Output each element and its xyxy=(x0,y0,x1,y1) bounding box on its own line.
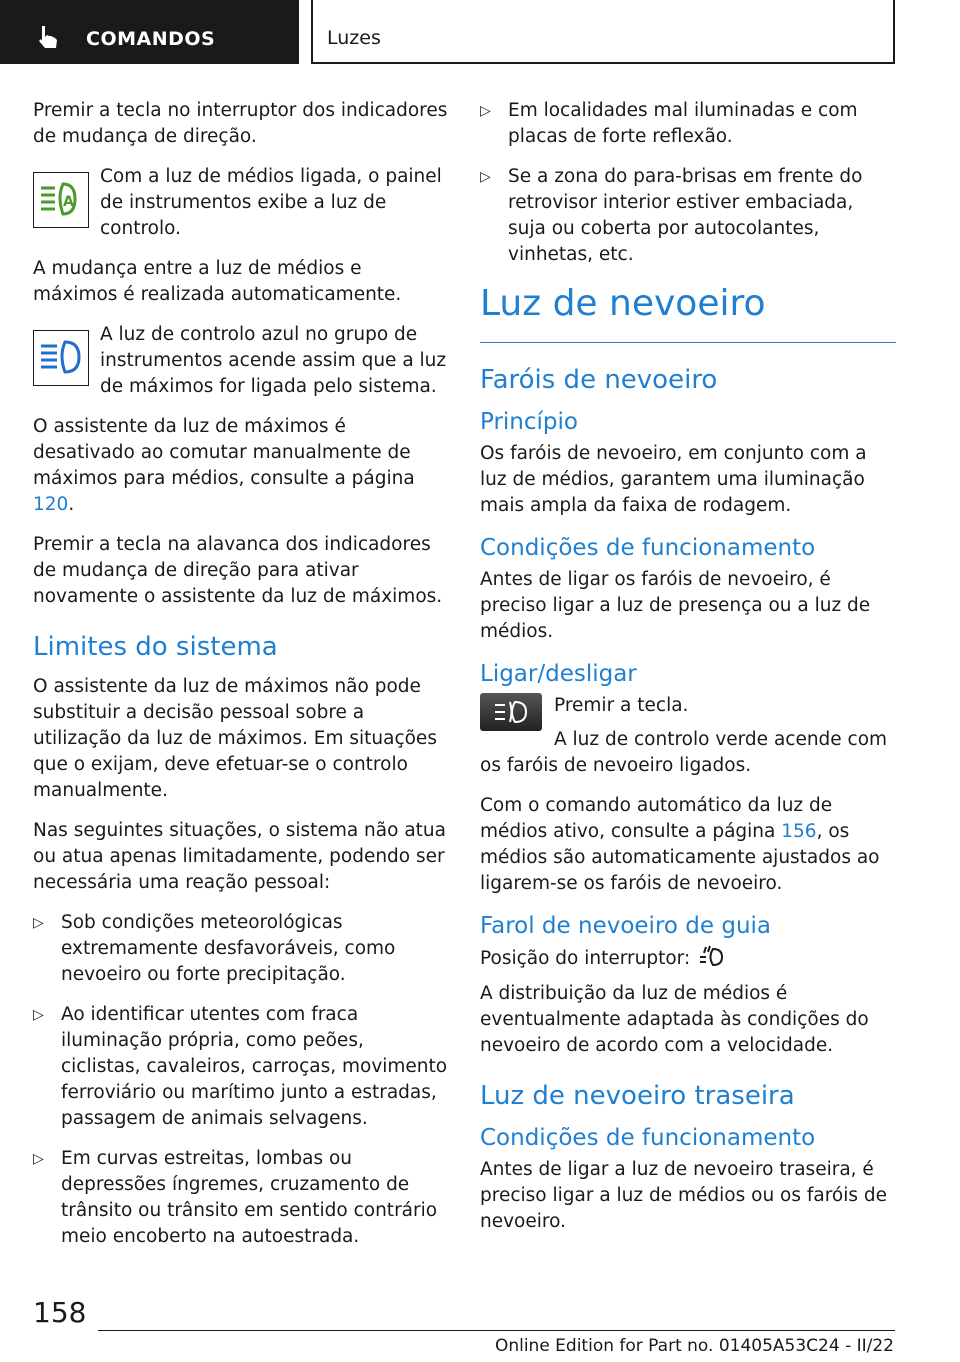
section-header xyxy=(311,0,895,64)
paragraph: Os faróis de nevoeiro, em conjunto com a luz de médios, garantem uma iluminação mais ampla da faixa de rodagem. xyxy=(480,443,867,516)
fog-light-instruction xyxy=(480,693,896,731)
bullet-icon: ▷ xyxy=(33,915,44,931)
icon-paragraph xyxy=(33,164,449,242)
page-link-120[interactable]: 120 xyxy=(33,494,69,515)
paragraph: Antes de ligar os faróis de nevoeiro, é preciso ligar a luz de presença ou a luz de médios. xyxy=(480,569,871,642)
page-link-156[interactable]: 156 xyxy=(781,821,817,842)
paragraph: O assistente da luz de máximos é desativado ao comutar manualmente de máximos para médios, consulte a página 120. xyxy=(33,416,415,515)
list-item: ▷ Se a zona do para-brisas em frente do retrovisor interior estiver embaciada, suja ou coberta por autocolantes, vinhetas, etc. xyxy=(480,166,863,265)
page-number: 158 xyxy=(33,1296,87,1329)
paragraph: Antes de ligar a luz de nevoeiro traseira, é preciso ligar a luz de médios ou os faróis de nevoeiro. xyxy=(480,1159,888,1232)
list-item: ▷ Em curvas estreitas, lombas ou depressões íngremes, cruzamento de trânsito ou trânsito em sentido contrário meio encoberto na autoestrada. xyxy=(33,1148,438,1247)
paragraph: A luz de controlo verde acende com os faróis de nevoeiro ligados. xyxy=(480,729,888,776)
list-item: ▷ Em localidades mal iluminadas e com placas de forte reflexão. xyxy=(480,100,858,147)
high-beam-icon xyxy=(33,330,89,386)
paragraph: Premir a tecla no interruptor dos indicadores de mudança de direção. xyxy=(33,100,448,147)
high-beam-assistant-icon xyxy=(33,172,89,228)
fog-guide-light-icon xyxy=(698,945,724,975)
chapter-tab xyxy=(0,0,299,64)
minor-heading: Farol de nevoeiro de guia xyxy=(480,913,772,939)
icon-paragraph xyxy=(33,322,449,400)
subsection-heading: Luz de nevoeiro traseira xyxy=(480,1081,795,1111)
front-fog-light-button-icon xyxy=(480,693,542,731)
svg-text:A: A xyxy=(63,194,74,210)
bullet-icon: ▷ xyxy=(480,103,491,119)
icon-paragraph-text: Com a luz de médios ligada, o painel de instrumentos exibe a luz de controlo. xyxy=(100,166,442,239)
list-item: ▷ Sob condições meteorológicas extremamente desfavoráveis, como nevoeiro ou forte precipitação. xyxy=(33,912,396,985)
bullet-list xyxy=(33,910,449,1250)
bullet-icon: ▷ xyxy=(33,1151,44,1167)
minor-heading: Ligar/desligar xyxy=(480,661,637,687)
right-column xyxy=(480,98,896,1249)
paragraph: Posição do interruptor: xyxy=(480,945,896,975)
paragraph: Premir a tecla. xyxy=(554,695,689,716)
subsection-heading: Limites do sistema xyxy=(33,632,278,662)
bullet-icon: ▷ xyxy=(480,169,491,185)
bullet-icon: ▷ xyxy=(33,1007,44,1023)
left-column xyxy=(33,98,449,1264)
paragraph: O assistente da luz de máximos não pode substituir a decisão pessoal sobre a utilização da luz de máximos. Em situações que o exijam, deve efetuar-se o controlo manualmente. xyxy=(33,676,437,801)
paragraph: Com o comando automático da luz de médios ativo, consulte a página 156, os médios são automaticamente ajustados ao ligarem-se os faróis de nevoeiro. xyxy=(480,795,880,894)
bullet-list xyxy=(480,98,896,268)
edition-note: Online Edition for Part no. 01405A53C24 - II/22 xyxy=(494,1336,894,1356)
chapter-title: COMANDOS xyxy=(86,28,216,50)
footer-divider xyxy=(98,1330,895,1331)
minor-heading: Condições de funcionamento xyxy=(480,1125,816,1151)
paragraph: A distribuição da luz de médios é eventualmente adaptada às condições do nevoeiro de acordo com a velocidade. xyxy=(480,983,869,1056)
icon-paragraph-text: A luz de controlo azul no grupo de instrumentos acende assim que a luz de máximos for ligada pelo sistema. xyxy=(100,324,447,397)
minor-heading: Princípio xyxy=(480,409,578,435)
paragraph: A mudança entre a luz de médios e máximos é realizada automaticamente. xyxy=(33,258,402,305)
paragraph: Premir a tecla na alavanca dos indicadores de mudança de direção para ativar novamente o assistente da luz de máximos. xyxy=(33,534,443,607)
pointing-hand-icon xyxy=(36,24,60,56)
minor-heading: Condições de funcionamento xyxy=(480,535,816,561)
list-item: ▷ Ao identificar utentes com fraca iluminação própria, como peões, ciclistas, cavaleiros, carroças, movimento ferroviário ou marítimo junto a estradas, passagem de animais selvagens. xyxy=(33,1004,448,1129)
section-heading: Luz de nevoeiro xyxy=(480,282,896,343)
paragraph: Nas seguintes situações, o sistema não atua ou atua apenas limitadamente, podendo ser necessária uma reação pessoal: xyxy=(33,820,446,893)
section-title: Luzes xyxy=(327,27,381,49)
subsection-heading: Faróis de nevoeiro xyxy=(480,365,718,395)
